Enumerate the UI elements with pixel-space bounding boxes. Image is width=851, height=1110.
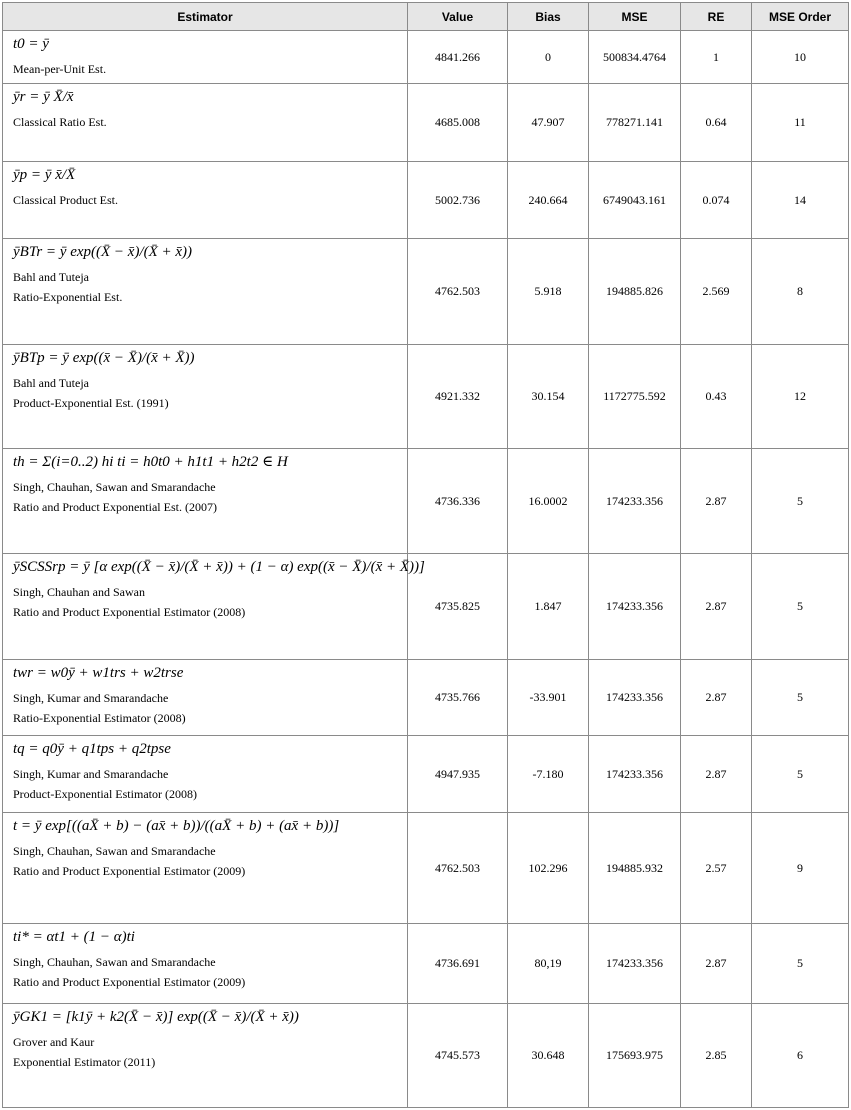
- estimator-formula: twr = w0ȳ + w1trs + w2trse: [13, 665, 184, 681]
- description-line: Singh, Chauhan, Sawan and Smarandache: [13, 480, 216, 494]
- value-cell: 4762.503: [408, 813, 508, 924]
- description-line: Bahl and Tuteja: [13, 270, 90, 284]
- value-cell: 4735.825: [408, 554, 508, 660]
- estimator-description: [13, 59, 399, 79]
- estimator-cell: [3, 736, 408, 813]
- table-body: [3, 31, 849, 1108]
- mse-cell: 500834.4764: [589, 31, 681, 84]
- mse-order-cell: 10: [752, 31, 849, 84]
- mse-cell: 174233.356: [589, 736, 681, 813]
- table-row: [3, 554, 849, 660]
- mse-cell: 174233.356: [589, 924, 681, 1004]
- mse-order-cell: 5: [752, 660, 849, 736]
- bias-cell: 30.648: [508, 1004, 589, 1108]
- description-line: Singh, Chauhan and Sawan: [13, 585, 145, 599]
- description-line: Singh, Chauhan, Sawan and Smarandache: [13, 955, 216, 969]
- bias-cell: 240.664: [508, 162, 589, 239]
- estimator-formula: th = Σ(i=0..2) hi ti = h0t0 + h1t1 + h2t2 ∈ H: [13, 454, 288, 470]
- mse-order-cell: 8: [752, 239, 849, 345]
- value-cell: 4735.766: [408, 660, 508, 736]
- bias-cell: 30.154: [508, 345, 589, 449]
- estimator-description: [13, 373, 399, 413]
- description-line: Classical Product Est.: [13, 193, 118, 207]
- estimator-cell: [3, 162, 408, 239]
- estimator-formula: ȳSCSSrp = ȳ [α exp((X̄ − x̄)/(X̄ + x̄)) + (1 − α) exp((x̄ − X̄)/(x̄ + X̄))]: [13, 559, 425, 575]
- mse-cell: 175693.975: [589, 1004, 681, 1108]
- value-cell: 4736.691: [408, 924, 508, 1004]
- re-cell: 2.87: [681, 554, 752, 660]
- bias-cell: 1.847: [508, 554, 589, 660]
- mse-cell: 778271.141: [589, 84, 681, 162]
- mse-order-cell: 9: [752, 813, 849, 924]
- description-line: Ratio and Product Exponential Est. (2007): [13, 500, 217, 514]
- re-cell: 0.43: [681, 345, 752, 449]
- estimator-cell: [3, 554, 425, 660]
- mse-order-cell: 12: [752, 345, 849, 449]
- estimator-cell: [3, 31, 408, 84]
- bias-cell: 102.296: [508, 813, 589, 924]
- value-cell: 4921.332: [408, 345, 508, 449]
- header-value: Value: [408, 3, 508, 31]
- estimator-description: [13, 952, 399, 992]
- bias-cell: 0: [508, 31, 589, 84]
- mse-order-cell: 14: [752, 162, 849, 239]
- estimator-comparison-table: [2, 2, 849, 1108]
- mse-cell: 194885.932: [589, 813, 681, 924]
- description-line: Grover and Kaur: [13, 1035, 95, 1049]
- table-row: [3, 924, 849, 1004]
- bias-cell: 16.0002: [508, 449, 589, 554]
- table-row: [3, 345, 849, 449]
- mse-cell: 174233.356: [589, 660, 681, 736]
- value-cell: 5002.736: [408, 162, 508, 239]
- table-row: [3, 162, 849, 239]
- estimator-description: [13, 764, 399, 804]
- estimator-formula: t0 = ȳ: [13, 36, 49, 52]
- re-cell: 2.85: [681, 1004, 752, 1108]
- re-cell: 2.87: [681, 660, 752, 736]
- bias-cell: 47.907: [508, 84, 589, 162]
- value-cell: 4745.573: [408, 1004, 508, 1108]
- mse-order-cell: 11: [752, 84, 849, 162]
- header-bias: Bias: [508, 3, 589, 31]
- estimator-description: [13, 190, 399, 210]
- re-cell: 2.87: [681, 924, 752, 1004]
- bias-cell: 5.918: [508, 239, 589, 345]
- description-line: Ratio and Product Exponential Estimator (2009): [13, 864, 246, 878]
- re-cell: 0.074: [681, 162, 752, 239]
- description-line: Product-Exponential Estimator (2008): [13, 787, 197, 801]
- estimator-formula: t = ȳ exp[((aX̄ + b) − (ax̄ + b))/((aX̄ + b) + (ax̄ + b))]: [13, 818, 340, 834]
- estimator-formula: tq = q0ȳ + q1tps + q2tpse: [13, 741, 171, 757]
- table-row: [3, 449, 849, 554]
- estimator-description: [13, 841, 399, 881]
- mse-order-cell: 5: [752, 924, 849, 1004]
- description-line: Ratio-Exponential Est.: [13, 290, 123, 304]
- description-line: Singh, Kumar and Smarandache: [13, 691, 169, 705]
- mse-order-cell: 6: [752, 1004, 849, 1108]
- estimator-formula: ȳGK1 = [k1ȳ + k2(X̄ − x̄)] exp((X̄ − x̄)/(X̄ + x̄)): [13, 1009, 299, 1025]
- estimator-formula: ȳBTr = ȳ exp((X̄ − x̄)/(X̄ + x̄)): [13, 244, 193, 260]
- table-row: [3, 239, 849, 345]
- mse-cell: 6749043.161: [589, 162, 681, 239]
- estimator-formula: ȳr = ȳ X̄/x̄: [13, 89, 74, 105]
- description-line: Ratio and Product Exponential Estimator (2008): [13, 605, 246, 619]
- header-mse-order: MSE Order: [752, 3, 849, 31]
- re-cell: 2.569: [681, 239, 752, 345]
- header-row: [3, 3, 849, 31]
- bias-cell: 80,19: [508, 924, 589, 1004]
- table-row: [3, 1004, 849, 1108]
- mse-order-cell: 5: [752, 736, 849, 813]
- description-line: Singh, Kumar and Smarandache: [13, 767, 169, 781]
- estimator-description: [13, 582, 399, 622]
- bias-cell: -33.901: [508, 660, 589, 736]
- description-line: Classical Ratio Est.: [13, 115, 107, 129]
- mse-order-cell: 5: [752, 554, 849, 660]
- estimator-description: [13, 1032, 399, 1072]
- header-mse: MSE: [589, 3, 681, 31]
- estimator-cell: [3, 239, 408, 345]
- estimator-cell: [3, 660, 408, 736]
- re-cell: 1: [681, 31, 752, 84]
- estimator-cell: [3, 345, 408, 449]
- re-cell: 0.64: [681, 84, 752, 162]
- description-line: Ratio and Product Exponential Estimator (2009): [13, 975, 246, 989]
- estimator-formula: ȳp = ȳ x̄/X̄: [13, 167, 76, 183]
- value-cell: 4762.503: [408, 239, 508, 345]
- table-row: [3, 31, 849, 84]
- estimator-formula: ȳBTp = ȳ exp((x̄ − X̄)/(x̄ + X̄)): [13, 350, 195, 366]
- estimator-description: [13, 267, 399, 307]
- mse-order-cell: 5: [752, 449, 849, 554]
- estimator-cell: [3, 924, 408, 1004]
- description-line: Mean-per-Unit Est.: [13, 62, 107, 76]
- estimator-description: [13, 477, 399, 517]
- description-line: Ratio-Exponential Estimator (2008): [13, 711, 186, 725]
- estimator-cell: [3, 449, 408, 554]
- header-estimator: Estimator: [3, 3, 408, 31]
- value-cell: 4841.266: [408, 31, 508, 84]
- bias-cell: -7.180: [508, 736, 589, 813]
- estimator-description: [13, 112, 399, 132]
- description-line: Bahl and Tuteja: [13, 376, 90, 390]
- table-row: [3, 813, 849, 924]
- mse-cell: 1172775.592: [589, 345, 681, 449]
- description-line: Singh, Chauhan, Sawan and Smarandache: [13, 844, 216, 858]
- mse-cell: 194885.826: [589, 239, 681, 345]
- estimator-cell: [3, 813, 408, 924]
- table-row: [3, 84, 849, 162]
- mse-cell: 174233.356: [589, 449, 681, 554]
- estimator-cell: [3, 1004, 408, 1108]
- table-row: [3, 736, 849, 813]
- re-cell: 2.87: [681, 736, 752, 813]
- description-line: Product-Exponential Est. (1991): [13, 396, 169, 410]
- re-cell: 2.57: [681, 813, 752, 924]
- value-cell: 4947.935: [408, 736, 508, 813]
- estimator-description: [13, 688, 399, 728]
- value-cell: 4736.336: [408, 449, 508, 554]
- re-cell: 2.87: [681, 449, 752, 554]
- mse-cell: 174233.356: [589, 554, 681, 660]
- table-row: [3, 660, 849, 736]
- estimator-cell: [3, 84, 408, 162]
- value-cell: 4685.008: [408, 84, 508, 162]
- estimator-formula: ti* = αt1 + (1 − α)ti: [13, 929, 135, 945]
- description-line: Exponential Estimator (2011): [13, 1055, 156, 1069]
- header-re: RE: [681, 3, 752, 31]
